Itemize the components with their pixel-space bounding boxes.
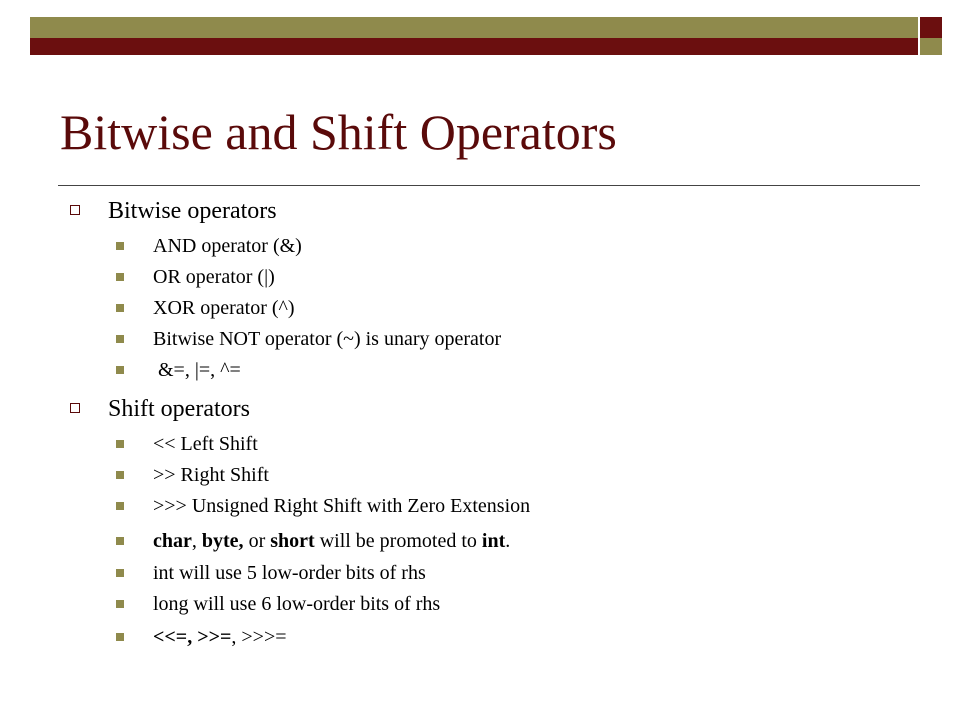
keyword-short: short	[270, 530, 315, 552]
title-divider	[58, 185, 920, 186]
square-bullet-icon	[116, 569, 124, 577]
hollow-square-bullet-icon	[70, 205, 80, 215]
keyword-int: int	[481, 530, 506, 552]
keyword-char: char	[153, 530, 192, 552]
square-bullet-icon	[116, 335, 124, 343]
square-bullet-icon	[116, 537, 124, 545]
header-red-bar	[30, 38, 918, 55]
square-bullet-icon	[116, 600, 124, 608]
hollow-square-bullet-icon	[70, 403, 80, 413]
header-olive-bar	[30, 17, 918, 38]
square-bullet-icon	[116, 502, 124, 510]
header-corner-square-top	[920, 17, 942, 38]
square-bullet-icon	[116, 304, 124, 312]
square-bullet-icon	[116, 471, 124, 479]
square-bullet-icon	[116, 242, 124, 250]
header-corner-square-bottom	[920, 38, 942, 55]
square-bullet-icon	[116, 633, 124, 641]
slide: Bitwise and Shift Operators Bitwise operators AND operator (&) OR operator (|) XOR operator (^) Bitwise NOT operator (~) is unary operator &=, |=, ^= Shift operators << Left Shift >> Right Shift >>> Unsigned Right Shift with Zero Extension char, byte, or short will be promoted to int. int will use 5 low-order bits of rhs long will use 6 low-order bits of rhs <<=, >>=, >>>=	[0, 0, 960, 720]
square-bullet-icon	[116, 273, 124, 281]
compound-shift-bold: <<=, >>=	[153, 626, 232, 648]
square-bullet-icon	[116, 440, 124, 448]
slide-title: Bitwise and Shift Operators	[60, 104, 617, 160]
keyword-byte: byte,	[201, 530, 244, 552]
square-bullet-icon	[116, 366, 124, 374]
